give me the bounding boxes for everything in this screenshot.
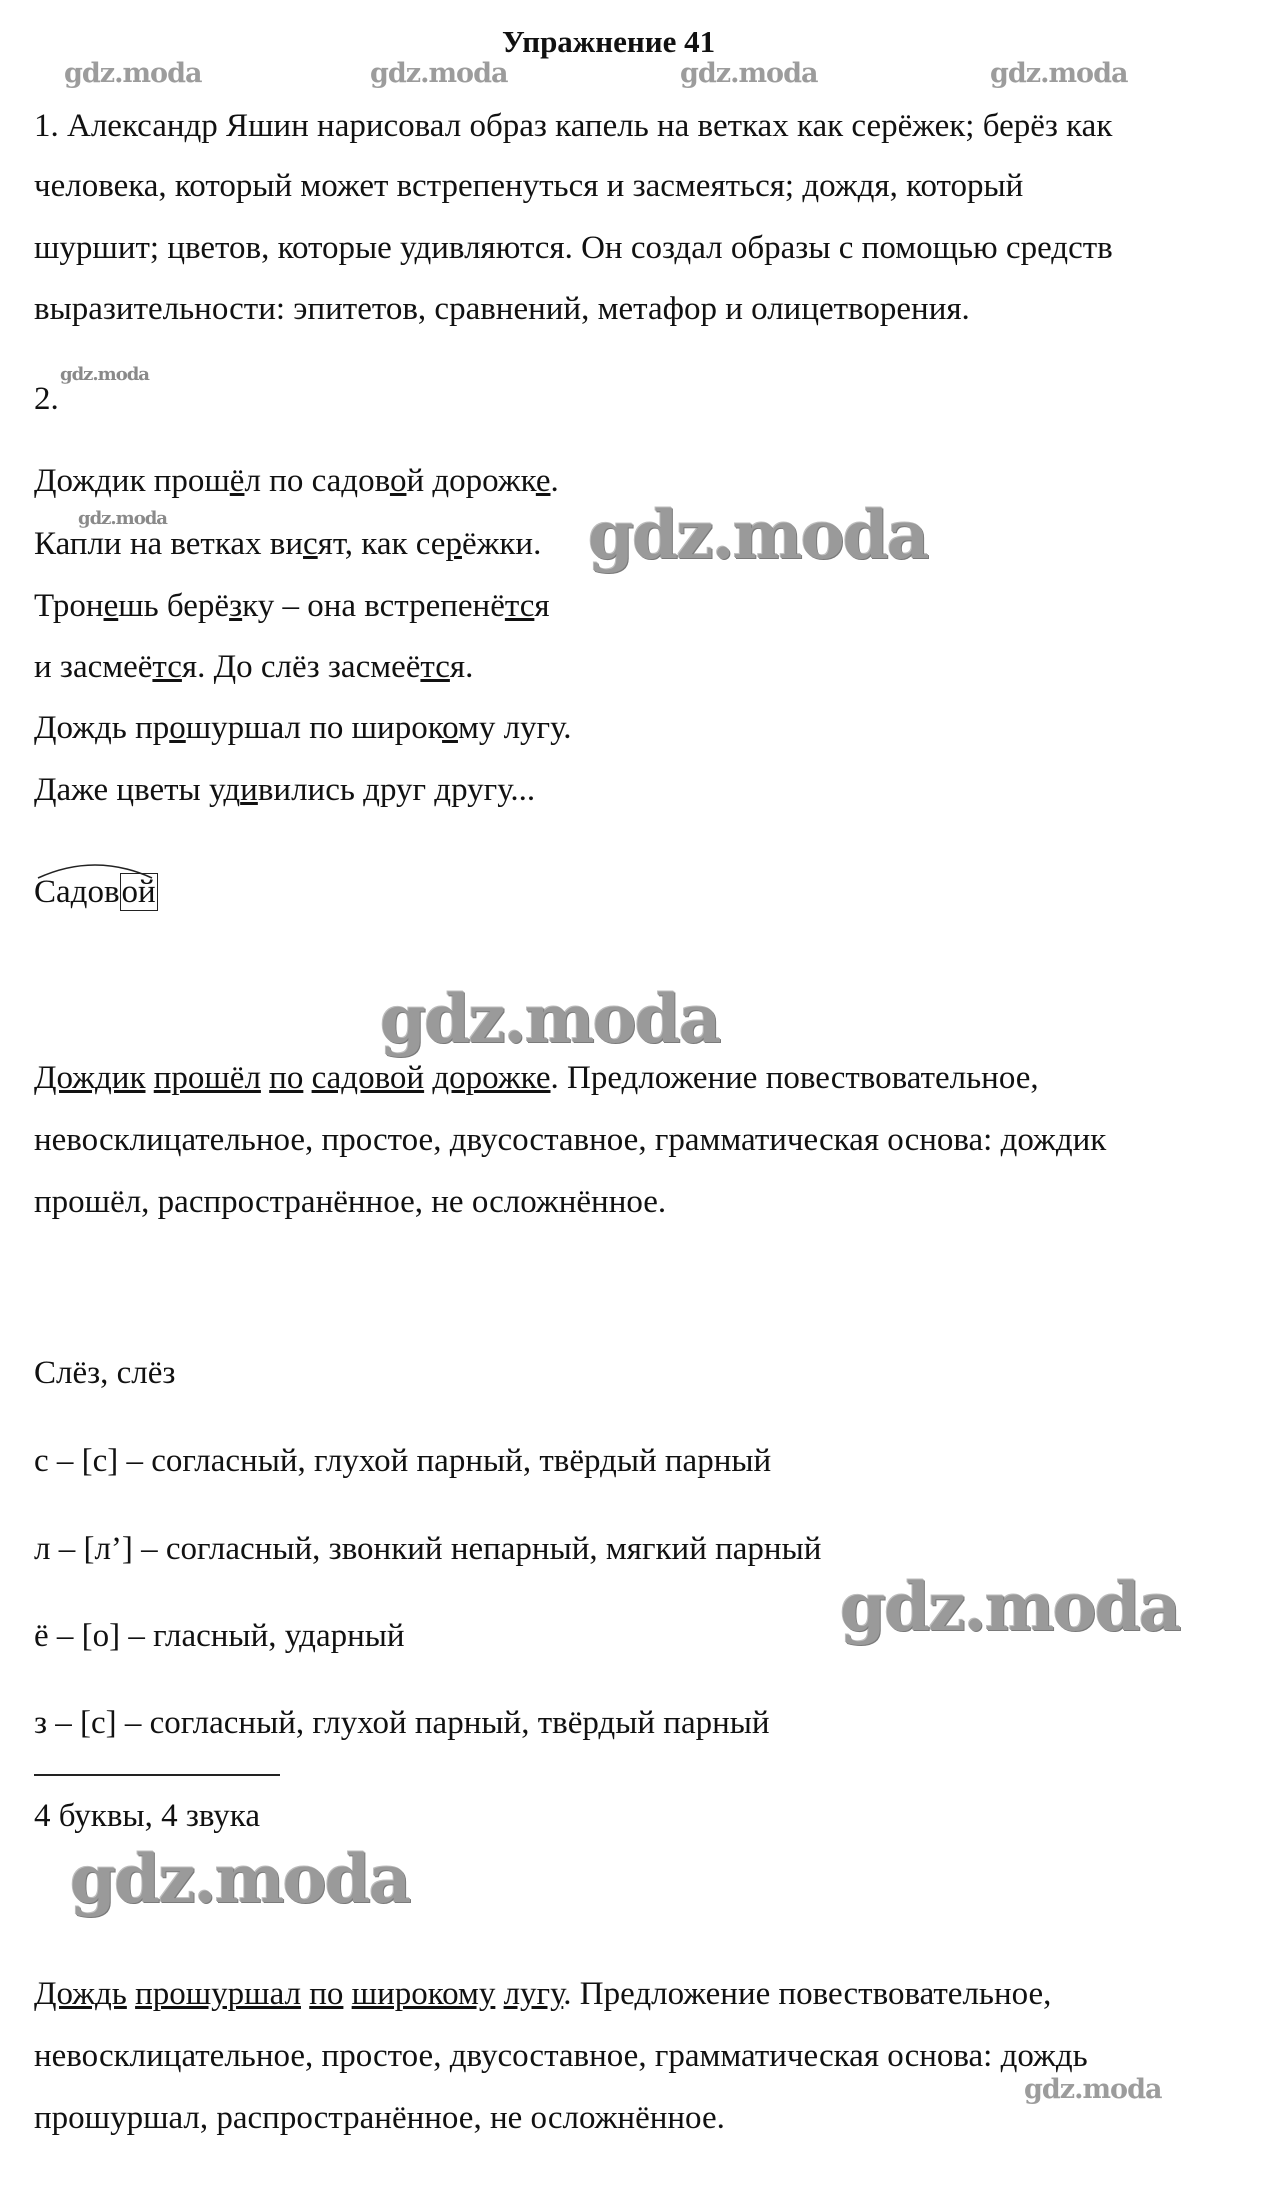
answer-1-line: человека, который может встрепенуться и засмеяться; дождя, который — [34, 168, 1024, 204]
watermark-large: gdz.moda — [588, 496, 928, 574]
poem-line: Даже цветы удивились друг другу... — [34, 772, 536, 808]
sentence-parse-line: Дождь прошуршал по широкому лугу. Предложение повествовательное, — [34, 1976, 1052, 2012]
watermark: gdz.moda — [1024, 2074, 1162, 2105]
phonetic-row: л – [л’] – согласный, звонкий непарный, мягкий парный — [34, 1531, 822, 1567]
word-root: Садов — [34, 874, 120, 910]
poem-line: и засмеётся. До слёз засмеётся. — [34, 649, 474, 685]
exercise-title: Упражнение 41 — [502, 24, 716, 59]
watermark: gdz.moda — [60, 364, 149, 385]
sentence-parse-line: прошёл, распространённое, не осложнённое. — [34, 1184, 667, 1220]
poem-line: Капли на ветках висят, как серёжки. — [34, 526, 542, 562]
watermark-large: gdz.moda — [380, 980, 720, 1058]
phonetic-summary: 4 буквы, 4 звука — [34, 1798, 260, 1834]
divider-line — [34, 1774, 280, 1776]
answer-1-line: шуршит; цветов, которые удивляются. Он создал образы с помощью средств — [34, 230, 1113, 266]
morphemic-parse — [34, 876, 158, 909]
sentence-parse-line: невосклицательное, простое, двусоставное, грамматическая основа: дождь — [34, 2038, 1088, 2074]
watermark: gdz.moda — [78, 508, 167, 529]
answer-2-label: 2. — [34, 381, 59, 417]
watermark-large: gdz.moda — [840, 1568, 1180, 1646]
poem-line: Дождь прошуршал по широкому лугу. — [34, 710, 572, 746]
sentence-parse-line: прошуршал, распространённое, не осложнённое. — [34, 2100, 725, 2136]
poem-line: Тронешь берёзку – она встрепенётся — [34, 588, 550, 624]
sentence-parse-line: Дождик прошёл по садовой дорожке. Предложение повествовательное, — [34, 1060, 1039, 1096]
word-ending: ой — [121, 874, 156, 910]
sentence-parse-line: невосклицательное, простое, двусоставное, грамматическая основа: дождик — [34, 1122, 1107, 1158]
watermark: gdz.moda — [370, 58, 508, 89]
phonetic-word: Слёз, слёз — [34, 1355, 176, 1391]
phonetic-row: с – [с] – согласный, глухой парный, твёрдый парный — [34, 1443, 772, 1479]
phonetic-row: з – [с] – согласный, глухой парный, твёрдый парный — [34, 1705, 770, 1741]
answer-1-line: выразительности: эпитетов, сравнений, метафор и олицетворения. — [34, 291, 970, 327]
phonetic-row: ё – [о] – гласный, ударный — [34, 1618, 405, 1654]
watermark-large: gdz.moda — [70, 1840, 410, 1918]
poem-line: Дождик прошёл по садовой дорожке. — [34, 463, 559, 499]
root-arc-icon — [34, 860, 156, 880]
answer-1-line: 1. Александр Яшин нарисовал образ капель на ветках как серёжек; берёз как — [34, 108, 1113, 144]
watermark: gdz.moda — [64, 58, 202, 89]
watermark: gdz.moda — [990, 58, 1128, 89]
watermark: gdz.moda — [680, 58, 818, 89]
